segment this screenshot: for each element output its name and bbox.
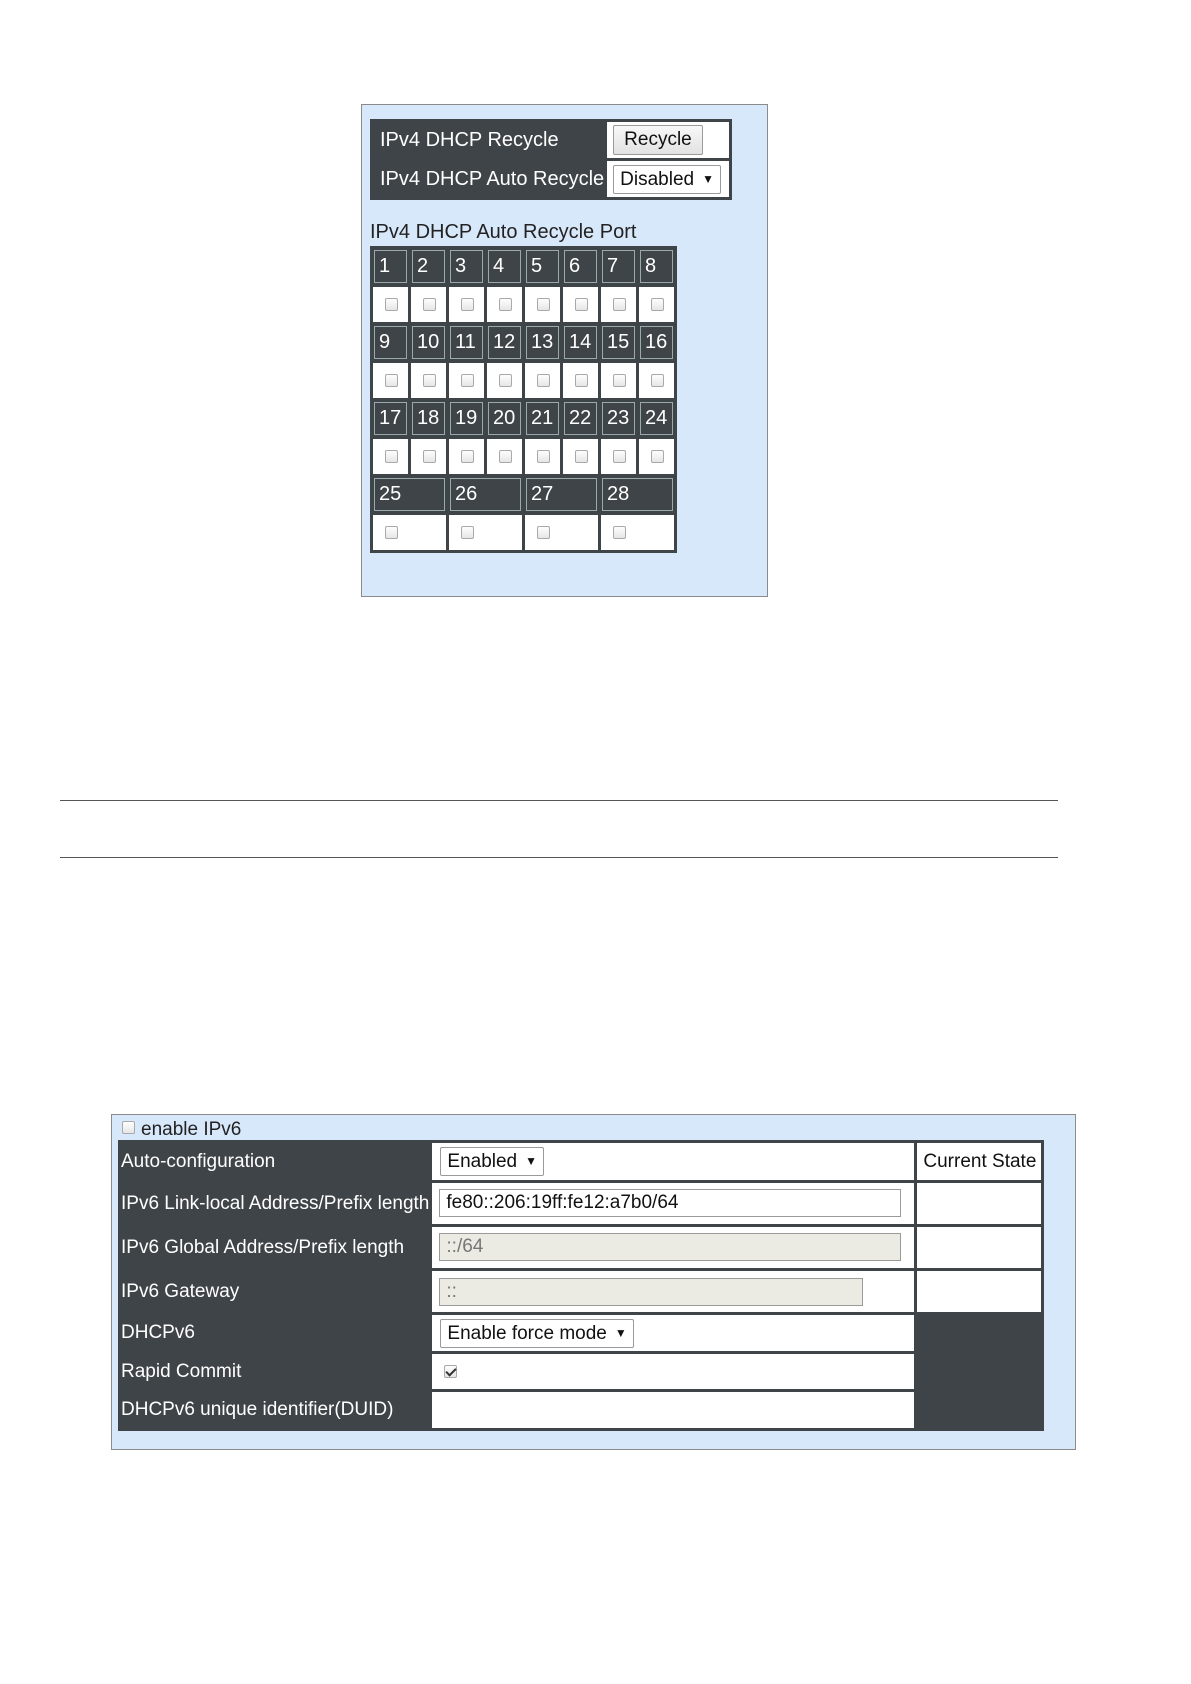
gateway-label: IPv6 Gateway (121, 1271, 429, 1312)
port-checkbox[interactable] (499, 450, 512, 463)
port-number: 13 (525, 325, 560, 360)
dhcp-recycle-table (370, 119, 732, 200)
enable-ipv6-label: enable IPv6 (141, 1119, 242, 1140)
port-number: 18 (411, 401, 446, 436)
autoconfig-select[interactable] (440, 1147, 544, 1176)
port-grid (370, 246, 677, 553)
current-state-header: Current State (917, 1143, 1041, 1180)
gateway-input[interactable]: :: (439, 1278, 863, 1306)
port-number: 4 (487, 249, 522, 284)
port-number: 27 (525, 477, 598, 512)
dhcp-recycle-panel (361, 104, 768, 597)
port-checkbox[interactable] (461, 526, 474, 539)
dropdown-arrow-icon: ▼ (525, 1154, 538, 1168)
port-checkbox[interactable] (575, 374, 588, 387)
port-number: 6 (563, 249, 598, 284)
port-number: 14 (563, 325, 598, 360)
port-number: 17 (373, 401, 408, 436)
port-number: 23 (601, 401, 636, 436)
port-checkbox[interactable] (385, 450, 398, 463)
port-number: 1 (373, 249, 408, 284)
port-number: 25 (373, 477, 446, 512)
rapid-commit-checkbox[interactable] (444, 1365, 457, 1378)
port-checkbox[interactable] (423, 298, 436, 311)
auto-recycle-value: Disabled (620, 168, 695, 190)
port-checkbox[interactable] (651, 450, 664, 463)
port-number: 15 (601, 325, 636, 360)
link-local-input[interactable]: fe80::206:19ff:fe12:a7b0/64 (439, 1189, 901, 1217)
port-number: 2 (411, 249, 446, 284)
port-number: 22 (563, 401, 598, 436)
link-local-label: IPv6 Link-local Address/Prefix length (121, 1183, 429, 1224)
autoconfig-value: Enabled (447, 1151, 518, 1172)
port-checkbox[interactable] (613, 374, 626, 387)
port-checkbox[interactable] (461, 450, 474, 463)
port-number: 24 (639, 401, 674, 436)
port-checkbox[interactable] (385, 526, 398, 539)
port-number: 8 (639, 249, 674, 284)
divider-bottom (60, 857, 1058, 858)
port-number: 9 (373, 325, 408, 360)
dhcpv6-select[interactable] (440, 1319, 633, 1348)
port-checkbox[interactable] (537, 374, 550, 387)
port-number: 20 (487, 401, 522, 436)
port-checkbox[interactable] (461, 298, 474, 311)
port-number: 12 (487, 325, 522, 360)
divider-top (60, 800, 1058, 801)
port-number: 16 (639, 325, 674, 360)
auto-recycle-label: IPv4 DHCP Auto Recycle (373, 161, 604, 197)
auto-recycle-select[interactable] (613, 165, 721, 194)
global-address-state (917, 1227, 1041, 1268)
port-checkbox[interactable] (651, 298, 664, 311)
port-caption: IPv4 DHCP Auto Recycle Port (370, 221, 637, 243)
autoconfig-label: Auto-configuration (121, 1143, 429, 1180)
port-checkbox[interactable] (575, 450, 588, 463)
port-checkbox[interactable] (575, 298, 588, 311)
link-local-state (917, 1183, 1041, 1224)
recycle-button[interactable]: Recycle (613, 125, 703, 155)
recycle-label: IPv4 DHCP Recycle (373, 122, 604, 158)
port-checkbox[interactable] (423, 374, 436, 387)
port-checkbox[interactable] (385, 374, 398, 387)
port-number: 5 (525, 249, 560, 284)
ipv6-table (118, 1140, 1044, 1431)
port-checkbox[interactable] (537, 526, 550, 539)
port-checkbox[interactable] (499, 298, 512, 311)
port-number: 26 (449, 477, 522, 512)
port-number: 19 (449, 401, 484, 436)
port-checkbox[interactable] (613, 526, 626, 539)
duid-label: DHCPv6 unique identifier(DUID) (121, 1392, 429, 1428)
port-checkbox[interactable] (537, 450, 550, 463)
port-checkbox[interactable] (613, 450, 626, 463)
port-number: 7 (601, 249, 636, 284)
dropdown-arrow-icon: ▼ (702, 171, 714, 186)
global-address-label: IPv6 Global Address/Prefix length (121, 1227, 429, 1268)
port-checkbox[interactable] (461, 374, 474, 387)
port-checkbox[interactable] (385, 298, 398, 311)
enable-ipv6-checkbox[interactable] (122, 1121, 135, 1134)
rapid-commit-label: Rapid Commit (121, 1354, 429, 1389)
port-checkbox[interactable] (499, 374, 512, 387)
port-checkbox[interactable] (423, 450, 436, 463)
dhcpv6-value: Enable force mode (447, 1322, 607, 1344)
ipv6-panel (111, 1114, 1076, 1450)
global-address-input[interactable]: ::/64 (439, 1233, 901, 1261)
port-number: 3 (449, 249, 484, 284)
port-number: 11 (449, 325, 484, 360)
duid-value (432, 1392, 914, 1428)
dropdown-arrow-icon: ▼ (614, 1325, 627, 1340)
port-checkbox[interactable] (537, 298, 550, 311)
port-checkbox[interactable] (651, 374, 664, 387)
dhcpv6-label: DHCPv6 (121, 1315, 429, 1351)
state-empty-area (917, 1315, 1041, 1428)
port-checkbox[interactable] (613, 298, 626, 311)
enable-ipv6-row (122, 1119, 241, 1141)
port-number: 10 (411, 325, 446, 360)
port-number: 28 (601, 477, 674, 512)
port-number: 21 (525, 401, 560, 436)
gateway-state (917, 1271, 1041, 1312)
